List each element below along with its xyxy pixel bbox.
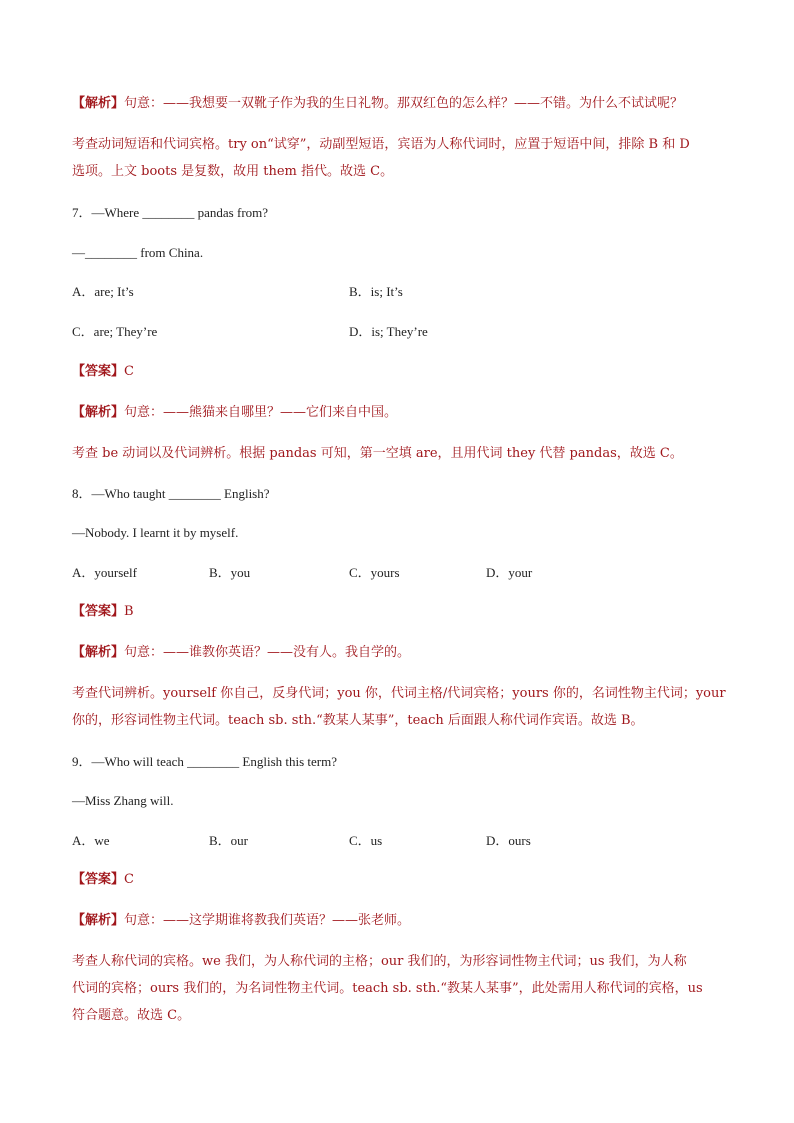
analysis-tag: 【解析】: [72, 405, 125, 420]
q7-option-d: D．is; They’re: [349, 324, 428, 339]
answer-tag: 【答案】: [72, 604, 125, 619]
q6-explanation-line: 考查动词短语和代词宾格。try on“试穿”，动副型短语，宾语为人称代词时，应置于短语中间，排除 B 和 D: [72, 137, 690, 152]
q7-answer: [72, 364, 732, 380]
q9-stem-reply: —Miss Zhang will.: [72, 793, 174, 808]
answer-tag: 【答案】: [72, 364, 125, 379]
q9-stem: 9．—Who will teach ________ English this term?: [72, 754, 338, 769]
q8-option-d: D．your: [486, 565, 533, 580]
q9-explanation-line: 考查人称代词的宾格。we 我们，为人称代词的主格；our 我们的，为形容词性物主代词；us 我们，为人称: [72, 954, 687, 969]
q9-analysis: [72, 913, 732, 929]
answer-tag: 【答案】: [72, 872, 125, 887]
q8-option-a: A．yourself: [72, 565, 137, 580]
q9-option-c: C．us: [349, 833, 383, 848]
q7-explanation-line: 考查 be 动词以及代词辨析。根据 pandas 可知，第一空填 are，且用代词 they 代替 pandas，故选 C。: [72, 446, 683, 461]
answer-value: C: [124, 872, 134, 887]
analysis-tag: 【解析】: [72, 913, 125, 928]
q9-option-d: D．ours: [486, 833, 531, 848]
analysis-text: 句意：——我想要一双靴子作为我的生日礼物。那双红色的怎么样？——不错。为什么不试试呢？: [124, 96, 684, 111]
answer-value: C: [124, 364, 134, 379]
q8-analysis: [72, 645, 732, 661]
q7-stem: 7．—Where ________ pandas from?: [72, 205, 269, 220]
q8-stem-reply: —Nobody. I learnt it by myself.: [72, 525, 239, 540]
q7-option-c: C．are; They’re: [72, 324, 158, 339]
analysis-tag: 【解析】: [72, 645, 125, 660]
q7-option-a: A．are; It’s: [72, 284, 134, 299]
analysis-text: 句意：——这学期谁将教我们英语？——张老师。: [124, 913, 411, 928]
q8-option-c: C．yours: [349, 565, 400, 580]
q9-option-a: A．we: [72, 833, 110, 848]
q8-stem: 8．—Who taught ________ English?: [72, 486, 270, 501]
analysis-text: 句意：——谁教你英语？——没有人。我自学的。: [124, 645, 411, 660]
analysis-tag: 【解析】: [72, 96, 125, 111]
q8-answer: [72, 604, 732, 620]
q9-explanation-line: 符合题意。故选 C。: [72, 1008, 191, 1023]
q8-explanation-line: 你的，形容词性物主代词。teach sb. sth.“教某人某事”，teach 后面跟人称代词作宾语。故选 B。: [72, 713, 644, 728]
q8-option-b: B．you: [209, 565, 251, 580]
q6-explanation-line: 选项。上文 boots 是复数，故用 them 指代。故选 C。: [72, 164, 394, 179]
q9-explanation-line: 代词的宾格；ours 我们的，为名词性物主代词。teach sb. sth.“教某人某事”，此处需用人称代词的宾格，us: [72, 981, 703, 996]
q7-analysis: [72, 405, 732, 421]
q7-stem-reply: —________ from China.: [72, 245, 204, 260]
q7-option-b: B．is; It’s: [349, 284, 403, 299]
analysis-text: 句意：——熊猫来自哪里？——它们来自中国。: [124, 405, 398, 420]
q9-answer: [72, 872, 732, 888]
answer-value: B: [124, 604, 134, 619]
q8-explanation-line: 考查代词辨析。yourself 你自己，反身代词；you 你，代词主格/代词宾格；yours 你的，名词性物主代词；your: [72, 686, 726, 701]
q9-option-b: B．our: [209, 833, 249, 848]
q6-analysis: [72, 96, 732, 112]
